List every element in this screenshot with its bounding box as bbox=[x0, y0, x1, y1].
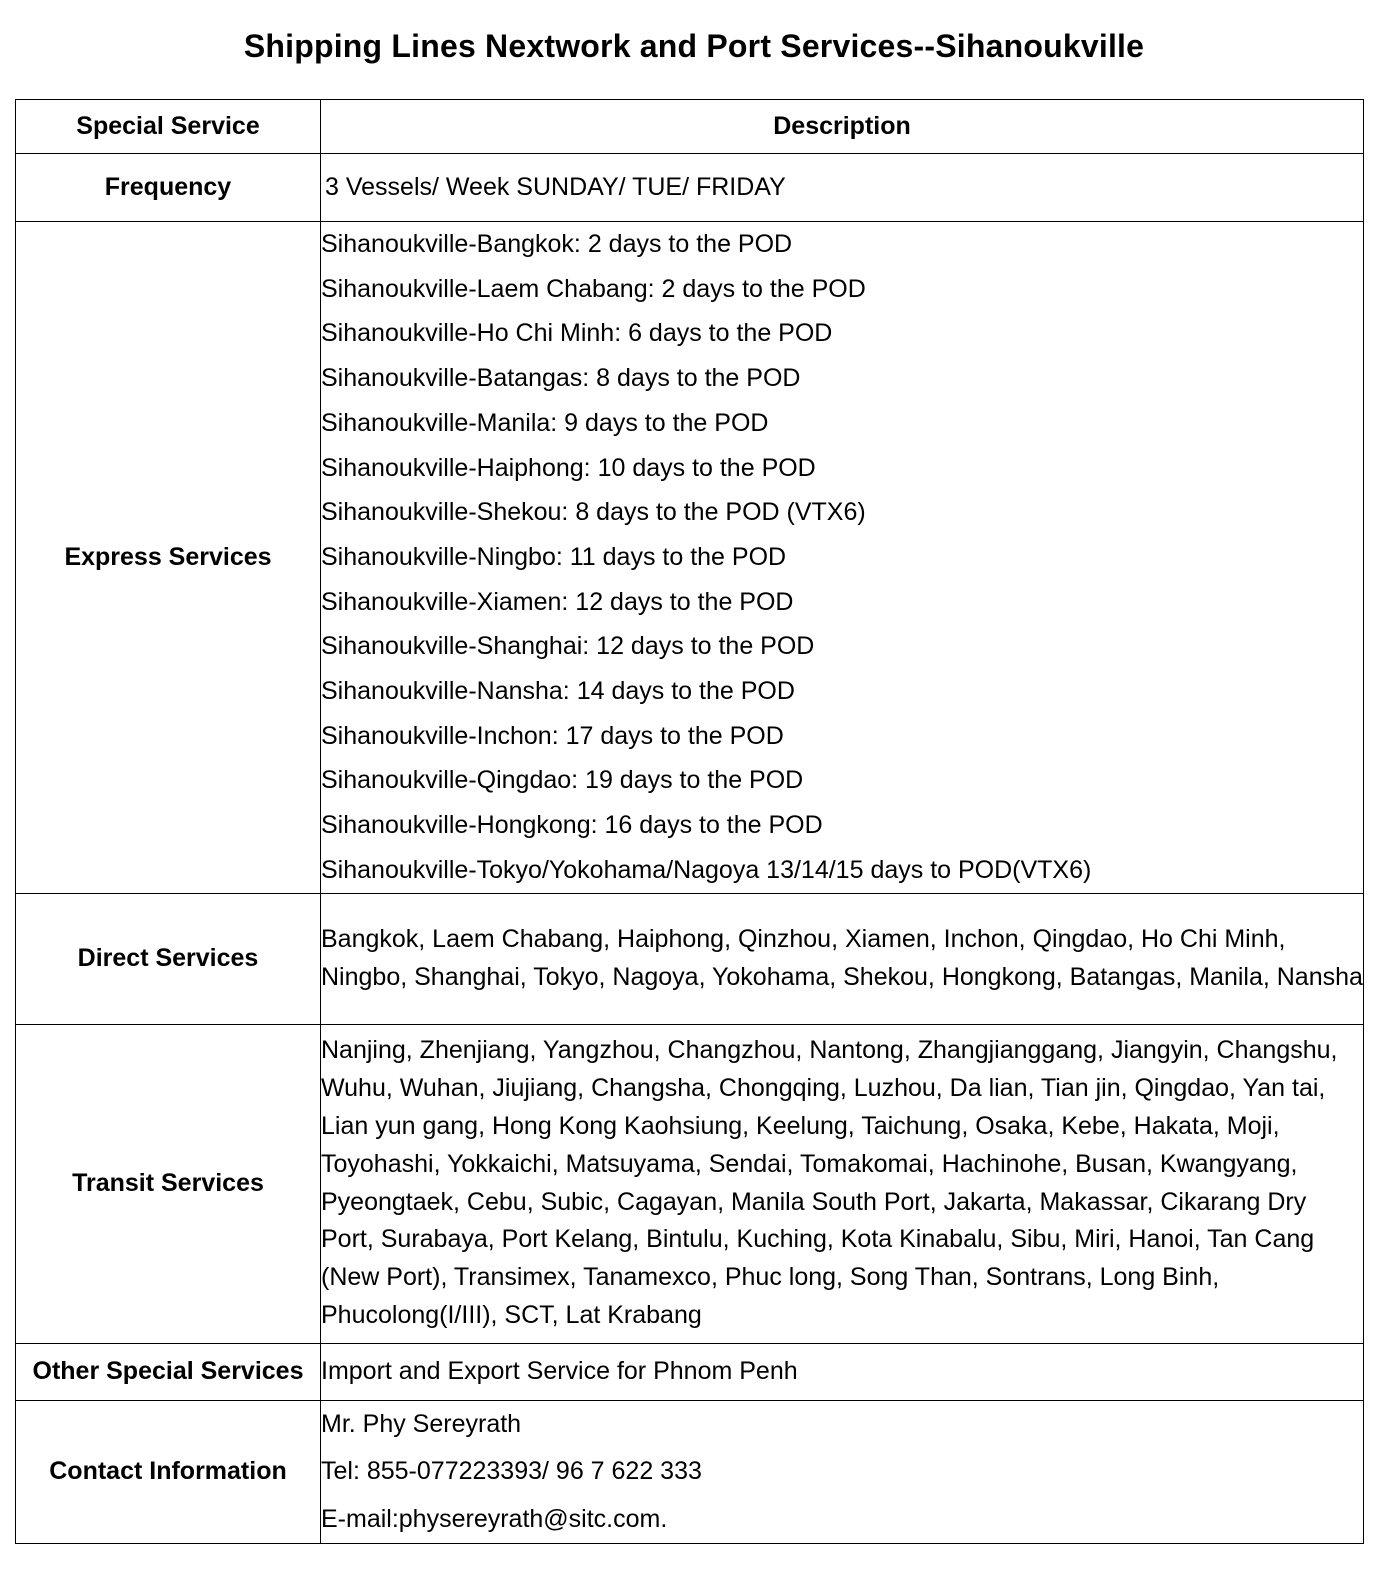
frequency-cell bbox=[321, 154, 1364, 222]
contact-row bbox=[16, 1400, 1364, 1544]
express-route: Sihanoukville-Laem Chabang: 2 days to the POD bbox=[321, 274, 866, 303]
express-routes-list bbox=[321, 222, 1364, 894]
express-route: Sihanoukville-Shanghai: 12 days to the POD bbox=[321, 632, 815, 661]
express-route: Sihanoukville-Nansha: 14 days to the POD bbox=[321, 677, 795, 706]
express-route: Sihanoukville-Ningbo: 11 days to the POD bbox=[321, 542, 787, 571]
contact-name: Mr. Phy Sereyrath bbox=[321, 1409, 522, 1438]
express-route: Sihanoukville-Shekou: 8 days to the POD (VTX6) bbox=[321, 498, 866, 527]
contact-label: Contact Information bbox=[16, 1400, 321, 1544]
express-route: Sihanoukville-Tokyo/Yokohama/Nagoya 13/14/15 days to POD(VTX6) bbox=[321, 855, 1092, 884]
other-services-value: Import and Export Service for Phnom Penh bbox=[321, 1357, 798, 1386]
express-route: Sihanoukville-Haiphong: 10 days to the POD bbox=[321, 453, 816, 482]
express-route: Sihanoukville-Xiamen: 12 days to the POD bbox=[321, 587, 794, 616]
frequency-label: Frequency bbox=[16, 154, 321, 222]
contact-email[interactable]: E-mail:physereyrath@sitc.com. bbox=[321, 1504, 668, 1533]
express-route: Sihanoukville-Bangkok: 2 days to the POD bbox=[321, 230, 793, 258]
transit-services-row bbox=[16, 1024, 1364, 1343]
direct-services-row bbox=[16, 893, 1364, 1024]
express-route: Sihanoukville-Ho Chi Minh: 6 days to the POD bbox=[321, 319, 833, 348]
express-route: Sihanoukville-Manila: 9 days to the POD bbox=[321, 408, 769, 437]
transit-services-label: Transit Services bbox=[16, 1024, 321, 1343]
contact-cell bbox=[321, 1400, 1364, 1544]
frequency-value: 3 Vessels/ Week SUNDAY/ TUE/ FRIDAY bbox=[325, 173, 786, 201]
direct-services-cell bbox=[321, 893, 1364, 1024]
frequency-row bbox=[16, 154, 1364, 222]
other-services-cell bbox=[321, 1343, 1364, 1400]
transit-services-cell bbox=[321, 1024, 1364, 1343]
express-route: Sihanoukville-Inchon: 17 days to the POD bbox=[321, 721, 784, 750]
express-route: Sihanoukville-Qingdao: 19 days to the POD bbox=[321, 766, 804, 795]
header-description: Description bbox=[321, 100, 1364, 154]
services-table bbox=[15, 99, 1364, 1544]
table-header-row bbox=[16, 100, 1364, 154]
header-special-service: Special Service bbox=[16, 100, 321, 154]
contact-phone: Tel: 855-077223393/ 96 7 622 333 bbox=[321, 1457, 702, 1486]
direct-services-label: Direct Services bbox=[16, 893, 321, 1024]
other-services-row bbox=[16, 1343, 1364, 1400]
page-title: Shipping Lines Nextwork and Port Services--Sihanoukville bbox=[243, 28, 1145, 64]
transit-services-value: Nanjing, Zhenjiang, Yangzhou, Changzhou, Nantong, Zhangjianggang, Jiangyin, Changshu, Wuhu, Wuhan, Jiujiang, Changsha, Chongqing, Luzhou, Da lian, Tian jin, Qingdao, Yan tai, Lian yun gang, Hong Kong Kaohsiung, Keelung, Taichung, Osaka, Kebe, Hakata, Moji, Toyohashi, Yokkaichi, Matsuyama, Sendai, Tomakomai, Hachinohe, Busan, Kwangyang, Pyeongtaek, Cebu, Subic, Cagayan, Manila South Port, Jakarta, Makassar, Cikarang Dry Port, Surabaya, Port Kelang, Bintulu, Kuching, Kota Kinabalu, Sibu, Miri, Hanoi, Tan Cang (New Port), Transimex, Tanamexco, Phuc long, Song Than, Sontrans, Long Binh, Phucolong(I/III), SCT, Lat Krabang bbox=[321, 1036, 1338, 1329]
direct-services-value: Bangkok, Laem Chabang, Haiphong, Qinzhou, Xiamen, Inchon, Qingdao, Ho Chi Minh, Ningbo, Shanghai, Tokyo, Nagoya, Yokohama, Shekou, Hongkong, Batangas, Manila, Nansha bbox=[321, 924, 1363, 991]
express-route: Sihanoukville-Batangas: 8 days to the POD bbox=[321, 364, 801, 393]
express-route: Sihanoukville-Hongkong: 16 days to the POD bbox=[321, 811, 823, 840]
express-services-row bbox=[16, 222, 1364, 894]
other-services-label: Other Special Services bbox=[16, 1343, 321, 1400]
express-services-label: Express Services bbox=[16, 222, 321, 894]
